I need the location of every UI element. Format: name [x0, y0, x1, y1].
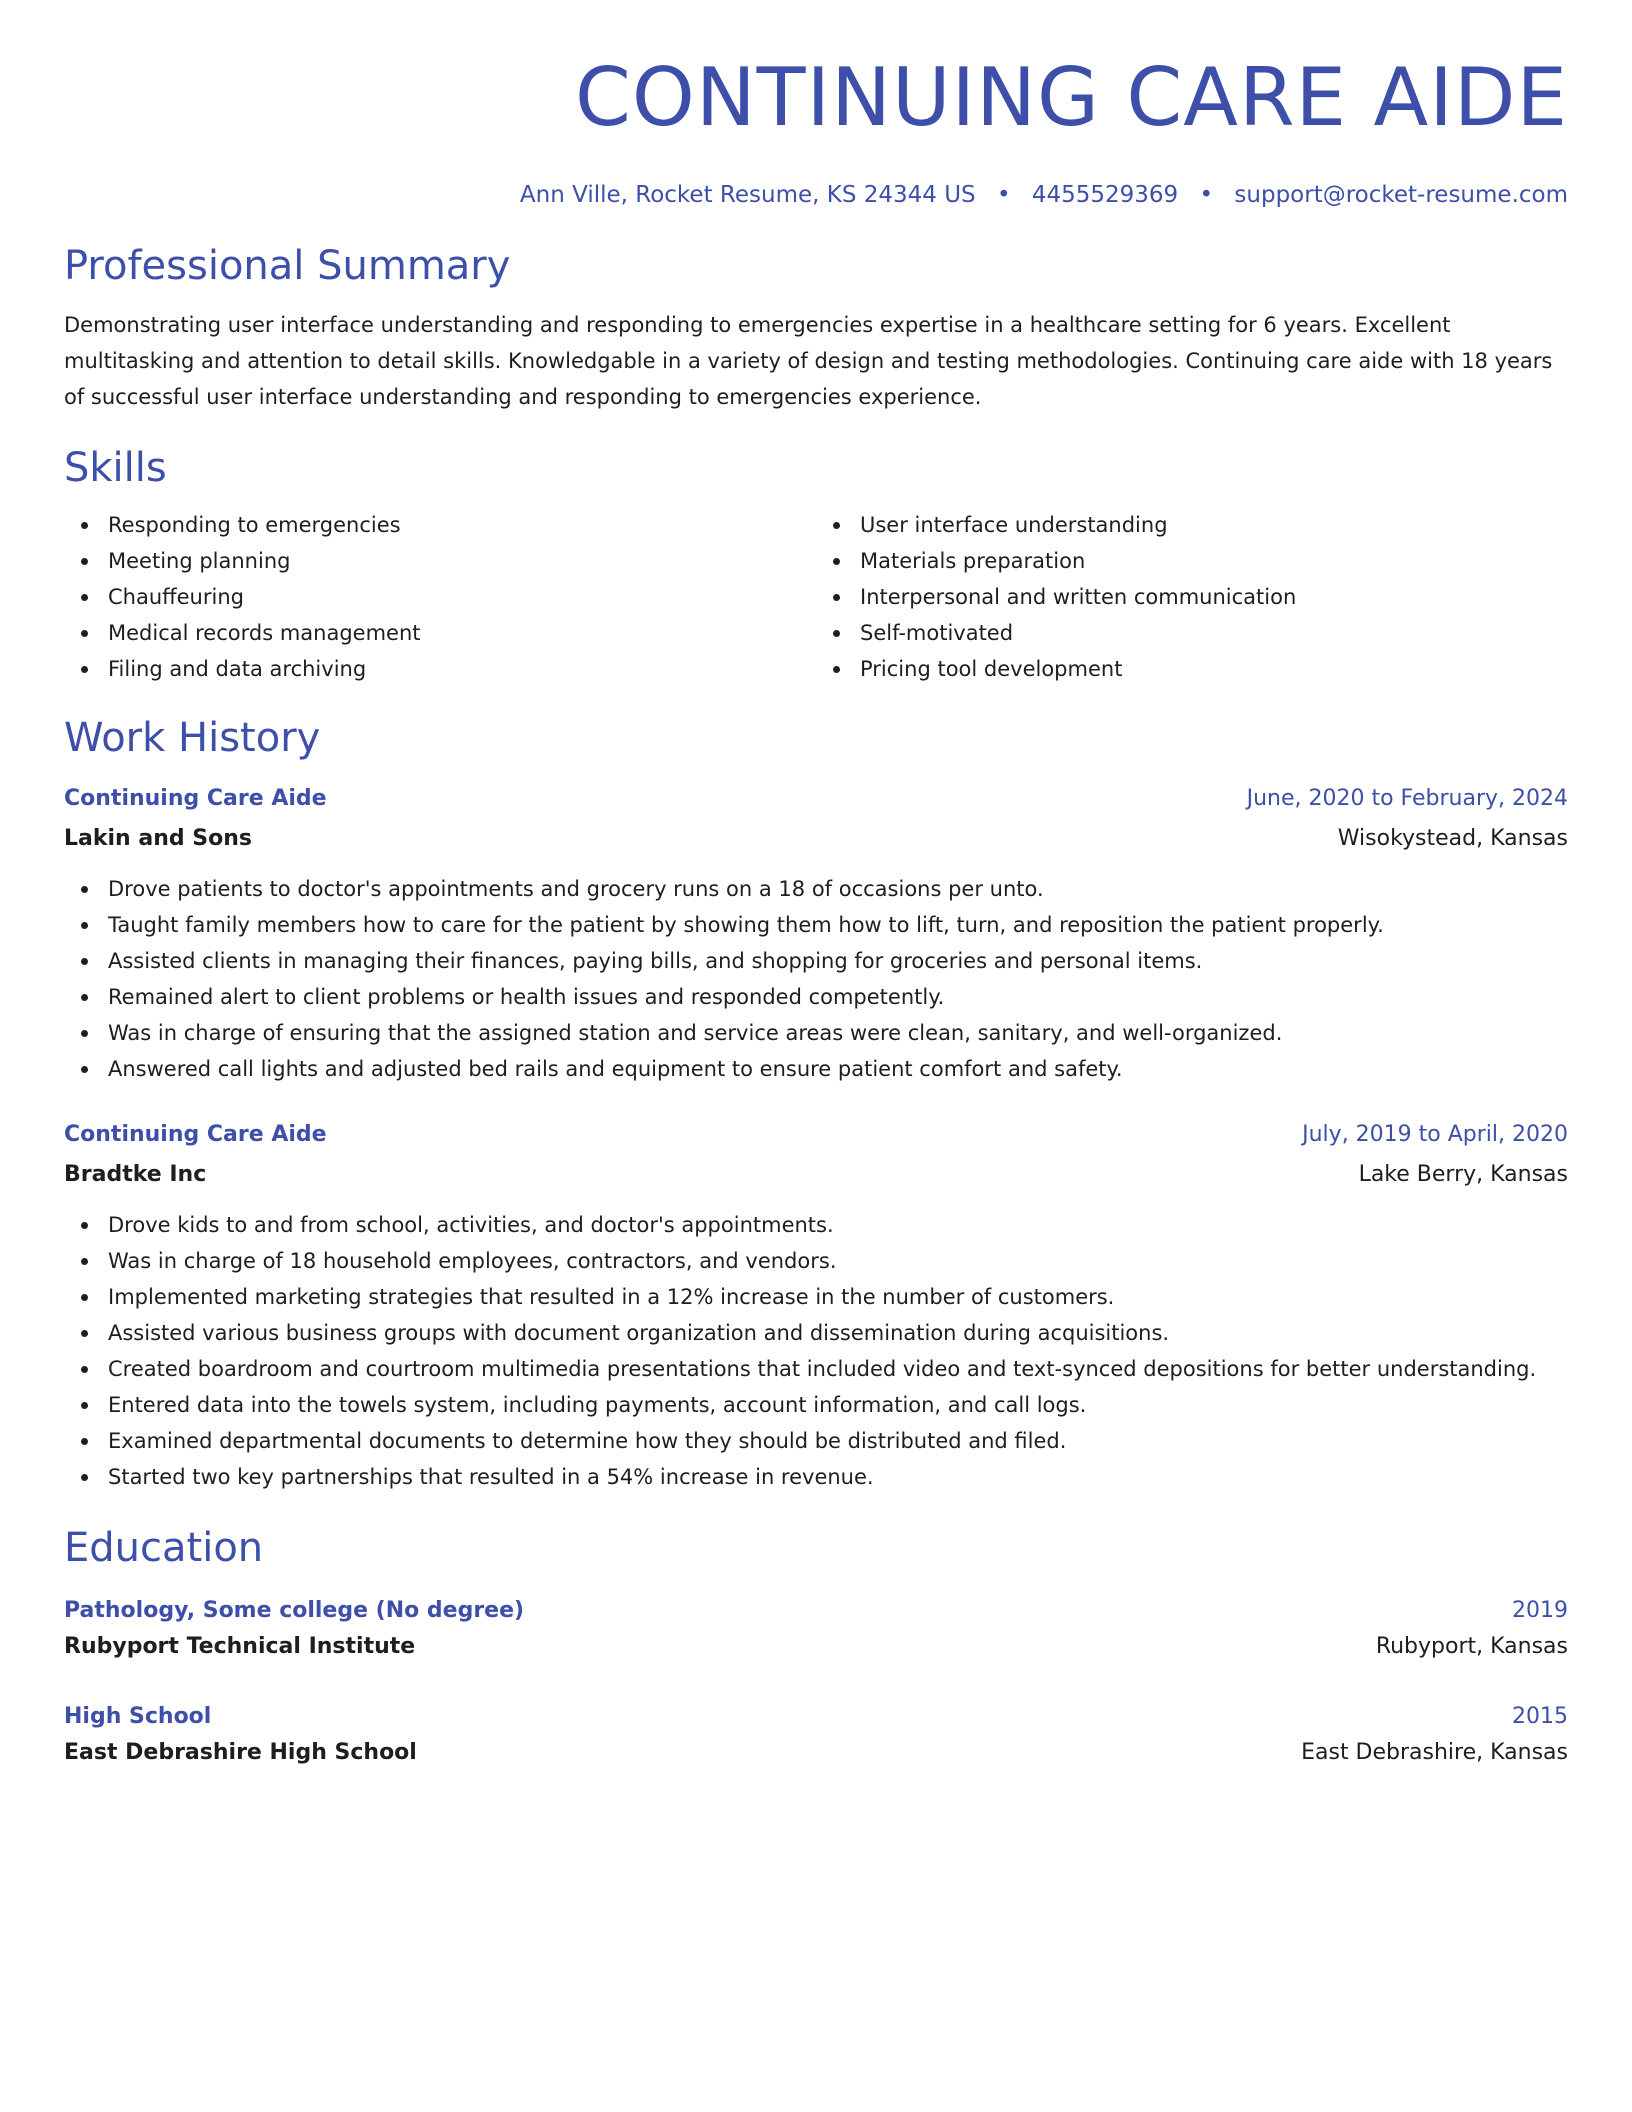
list-item: Entered data into the towels system, including payments, account information, and call logs.	[108, 1387, 1568, 1423]
list-item: Implemented marketing strategies that resulted in a 12% increase in the number of customers.	[108, 1279, 1568, 1315]
list-item: Taught family members how to care for the patient by showing them how to lift, turn, and reposition the patient properly.	[108, 907, 1568, 943]
skill-item: Materials preparation	[860, 543, 1568, 579]
list-item: Examined departmental documents to determine how they should be distributed and filed.	[108, 1423, 1568, 1459]
skill-item: Interpersonal and written communication	[860, 579, 1568, 615]
candidate-name: CONTINUING CARE AIDE	[574, 51, 1568, 144]
contact-line	[64, 180, 1568, 210]
skills-list-right	[816, 507, 1568, 687]
graduation-year: 2015	[1512, 1704, 1568, 1729]
school-location: Rubyport, Kansas	[1375, 1634, 1568, 1659]
job-entry	[64, 1117, 1568, 1495]
skill-item: Self-motivated	[860, 615, 1568, 651]
job-header-row	[64, 781, 1568, 817]
education-header-row	[64, 1699, 1568, 1735]
job-entry	[64, 781, 1568, 1087]
list-item: Assisted clients in managing their finances, paying bills, and shopping for groceries and personal items.	[108, 943, 1568, 979]
skill-item: Chauffeuring	[108, 579, 816, 615]
summary-text: Demonstrating user interface understanding and responding to emergencies expertise in a healthcare setting for 6 years. Excellent multitasking and attention to detail skills. Knowledgable in a variety of design and testing methodologies. Continuing care aide with 18 years of successful user interface understanding and responding to emergencies experience.	[64, 313, 1553, 409]
employer-name: Lakin and Sons	[64, 826, 252, 851]
school-name: East Debrashire High School	[64, 1740, 417, 1765]
job-location: Wisokystead, Kansas	[1337, 826, 1568, 851]
list-item: Was in charge of ensuring that the assigned station and service areas were clean, sanitary, and well-organized.	[108, 1015, 1568, 1051]
work-history-section	[64, 713, 1568, 1495]
education-header-row	[64, 1593, 1568, 1629]
job-header-row	[64, 1117, 1568, 1153]
job-location: Lake Berry, Kansas	[1358, 1162, 1568, 1187]
resume-header	[64, 50, 1568, 210]
job-dates: July, 2019 to April, 2020	[1302, 1122, 1568, 1147]
list-item: Assisted various business groups with document organization and dissemination during acquisitions.	[108, 1315, 1568, 1351]
employer-name: Bradtke Inc	[64, 1162, 207, 1187]
section-title-summary: Professional Summary	[64, 243, 511, 289]
skill-item: Pricing tool development	[860, 651, 1568, 687]
job-dates: June, 2020 to February, 2024	[1246, 786, 1568, 811]
list-item: Started two key partnerships that resulted in a 54% increase in revenue.	[108, 1459, 1568, 1495]
skill-item: User interface understanding	[860, 507, 1568, 543]
address-text: Ann Ville, Rocket Resume, KS 24344 US	[519, 182, 976, 208]
skills-list-left	[64, 507, 816, 687]
school-location: East Debrashire, Kansas	[1301, 1740, 1568, 1765]
skill-item: Medical records management	[108, 615, 816, 651]
job-bullet-list	[64, 1207, 1568, 1495]
education-entry	[64, 1699, 1568, 1771]
job-employer-row	[64, 817, 1568, 857]
list-item: Drove patients to doctor's appointments and grocery runs on a 18 of occasions per unto.	[108, 871, 1568, 907]
skill-item: Responding to emergencies	[108, 507, 816, 543]
job-bullet-list	[64, 871, 1568, 1087]
job-title: Continuing Care Aide	[64, 1122, 327, 1147]
job-employer-row	[64, 1153, 1568, 1193]
graduation-year: 2019	[1512, 1598, 1568, 1623]
phone-text: 4455529369	[1031, 182, 1179, 208]
list-item: Remained alert to client problems or health issues and responded competently.	[108, 979, 1568, 1015]
education-school-row	[64, 1629, 1568, 1665]
education-entry	[64, 1593, 1568, 1665]
education-school-row	[64, 1735, 1568, 1771]
email-link[interactable]: support@rocket-resume.com	[1234, 182, 1568, 208]
skill-item: Filing and data archiving	[108, 651, 816, 687]
school-name: Rubyport Technical Institute	[64, 1634, 416, 1659]
section-title-skills: Skills	[64, 445, 167, 491]
separator-dot: •	[1199, 182, 1214, 208]
skills-columns	[64, 507, 1568, 687]
list-item: Drove kids to and from school, activities, and doctor's appointments.	[108, 1207, 1568, 1243]
list-item: Answered call lights and adjusted bed rails and equipment to ensure patient comfort and safety.	[108, 1051, 1568, 1087]
skill-item: Meeting planning	[108, 543, 816, 579]
professional-summary-section	[64, 241, 1568, 415]
education-section	[64, 1523, 1568, 1771]
degree-title: Pathology, Some college (No degree)	[64, 1598, 525, 1623]
list-item: Was in charge of 18 household employees, contractors, and vendors.	[108, 1243, 1568, 1279]
section-title-education: Education	[64, 1525, 264, 1571]
degree-title: High School	[64, 1704, 212, 1729]
separator-dot: •	[996, 182, 1011, 208]
skills-section	[64, 443, 1568, 687]
section-title-work-history: Work History	[64, 715, 321, 761]
job-title: Continuing Care Aide	[64, 786, 327, 811]
list-item: Created boardroom and courtroom multimedia presentations that included video and text-synced depositions for better understanding.	[108, 1351, 1568, 1387]
